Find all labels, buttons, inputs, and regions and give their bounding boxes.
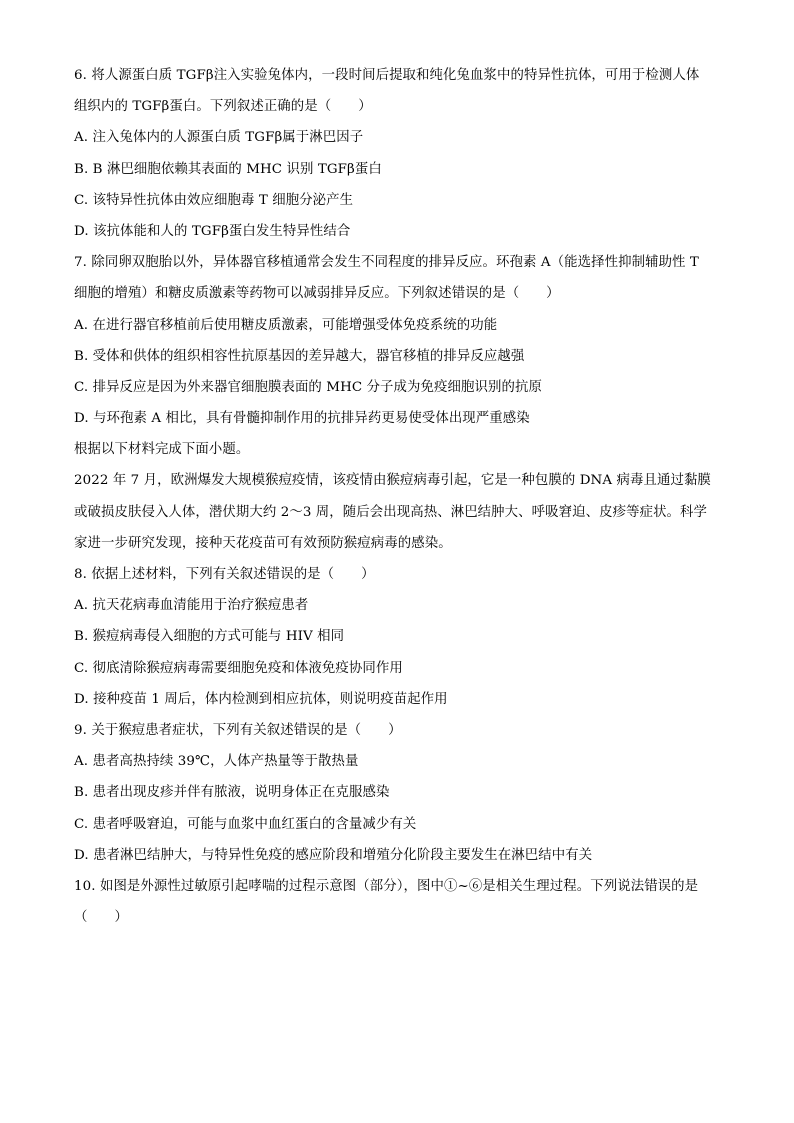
q6-stem-line1: 6. 将人源蛋白质 TGFβ注入实验兔体内，一段时间后提取和纯化兔血浆中的特异性抗体，可用于检测人体 bbox=[74, 68, 700, 83]
q7-option-c: C. 排异反应是因为外来器官细胞膜表面的 MHC 分子成为免疫细胞识别的抗原 bbox=[74, 379, 542, 395]
q8-option-d: D. 接种疫苗 1 周后，体内检测到相应抗体，则说明疫苗起作用 bbox=[74, 691, 448, 707]
q8-option-c: C. 彻底清除猴痘病毒需要细胞免疫和体液免疫协同作用 bbox=[74, 660, 403, 676]
q9-option-d: D. 患者淋巴结肿大，与特异性免疫的感应阶段和增殖分化阶段主要发生在淋巴结中有关 bbox=[74, 847, 593, 863]
q10-stem-line1: 10. 如图是外源性过敏原引起哮喘的过程示意图（部分），图中①~⑥是相关生理过程。下列说法错误的是 bbox=[74, 878, 699, 894]
material-intro: 根据以下材料完成下面小题。 bbox=[74, 442, 250, 458]
q9-stem: 9. 关于猴痘患者症状，下列有关叙述错误的是（ ） bbox=[74, 722, 402, 738]
q6-stem-line2: 组织内的 TGFβ蛋白。下列叙述正确的是（ ） bbox=[74, 99, 372, 115]
q7-option-a: A. 在进行器官移植前后使用糖皮质激素，可能增强受体免疫系统的功能 bbox=[74, 317, 498, 333]
exam-page bbox=[74, 60, 724, 933]
q7-option-b: B. 受体和供体的组织相容性抗原基因的差异越大，器官移植的排异反应越强 bbox=[74, 348, 525, 364]
q7-stem-line2: 细胞的增殖）和糖皮质激素等药物可以减弱排异反应。下列叙述错误的是（ ） bbox=[74, 286, 560, 302]
q6-option-a: A. 注入兔体内的人源蛋白质 TGFβ属于淋巴因子 bbox=[74, 130, 364, 146]
q8-option-a: A. 抗天花病毒血清能用于治疗猴痘患者 bbox=[74, 598, 309, 614]
q7-option-d: D. 与环孢素 A 相比，具有骨髓抑制作用的抗排异药更易使受体出现严重感染 bbox=[74, 411, 530, 427]
q7-stem-line1: 7. 除同卵双胞胎以外，异体器官移植通常会发生不同程度的排异反应。环孢素 A（能选择性抑制辅助性 T bbox=[74, 255, 699, 271]
q9-option-b: B. 患者出现皮疹并伴有脓液，说明身体正在克服感染 bbox=[74, 785, 390, 801]
q6-option-b: B. B 淋巴细胞依赖其表面的 MHC 识别 TGFβ蛋白 bbox=[74, 161, 382, 177]
material-line1: 2022 年 7 月，欧洲爆发大规模猴痘疫情，该疫情由猴痘病毒引起，它是一种包膜的 DNA 病毒且通过黏膜 bbox=[74, 473, 711, 489]
q9-option-a: A. 患者高热持续 39℃，人体产热量等于散热量 bbox=[74, 754, 359, 770]
q9-option-c: C. 患者呼吸窘迫，可能与血浆中血红蛋白的含量减少有关 bbox=[74, 816, 417, 832]
q6-option-c: C. 该特异性抗体由效应细胞毒 T 细胞分泌产生 bbox=[74, 192, 354, 208]
material-line3: 家进一步研究发现，接种天花疫苗可有效预防猴痘病毒的感染。 bbox=[74, 535, 452, 551]
q10-stem-line2: （ ） bbox=[74, 910, 128, 926]
q8-stem: 8. 依据上述材料，下列有关叙述错误的是（ ） bbox=[74, 567, 375, 582]
q6-option-d: D. 该抗体能和人的 TGFβ蛋白发生特异性结合 bbox=[74, 223, 351, 239]
material-line2: 或破损皮肤侵入人体，潜伏期大约 2～3 周，随后会出现高热、淋巴结肿大、呼吸窘迫、皮疹等症状。科学 bbox=[74, 504, 708, 520]
q8-option-b: B. 猴痘病毒侵入细胞的方式可能与 HIV 相同 bbox=[74, 629, 345, 645]
